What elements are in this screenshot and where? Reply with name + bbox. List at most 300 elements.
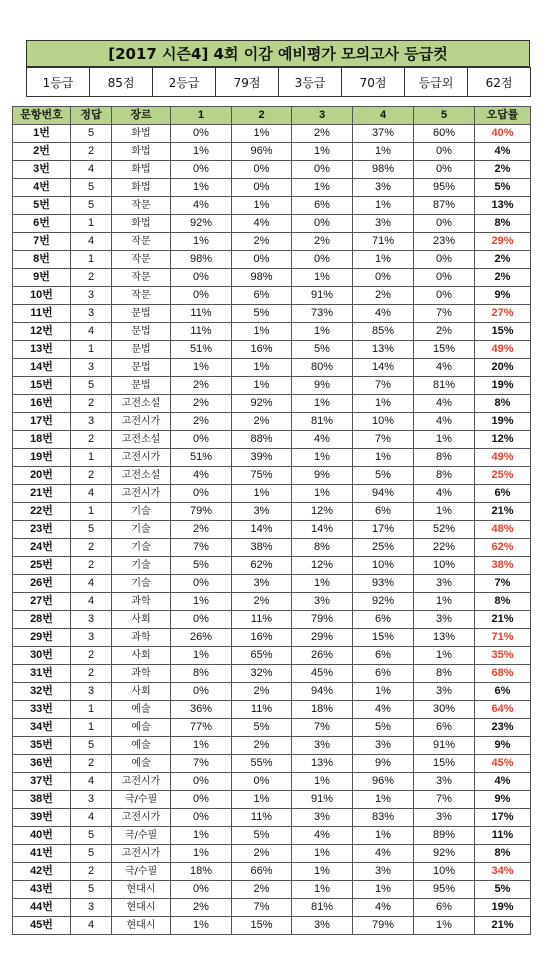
choice-2-rate-cell: 15% — [232, 917, 292, 935]
genre-cell: 예술 — [112, 719, 171, 737]
choice-3-rate-cell: 94% — [292, 683, 353, 701]
choice-5-rate-cell: 0% — [414, 143, 475, 161]
question-number-cell: 21번 — [13, 485, 71, 503]
answer-cell: 4 — [71, 323, 112, 341]
choice-4-rate-cell: 10% — [353, 557, 414, 575]
question-number-cell: 12번 — [13, 323, 71, 341]
choice-4-rate-cell: 1% — [353, 827, 414, 845]
question-number-cell: 26번 — [13, 575, 71, 593]
question-number-cell: 28번 — [13, 611, 71, 629]
choice-5-rate-cell: 13% — [414, 629, 475, 647]
wrong-rate-cell: 20% — [475, 359, 531, 377]
genre-cell: 고전소설 — [112, 431, 171, 449]
choice-4-rate-cell: 0% — [353, 269, 414, 287]
choice-2-rate-cell: 3% — [232, 503, 292, 521]
answer-cell: 2 — [71, 395, 112, 413]
table-row — [13, 845, 531, 863]
table-row — [13, 359, 531, 377]
header-genre: 장르 — [112, 107, 171, 125]
choice-4-rate-cell: 15% — [353, 629, 414, 647]
genre-cell: 화법 — [112, 179, 171, 197]
wrong-rate-cell: 45% — [475, 755, 531, 773]
choice-4-rate-cell: 93% — [353, 575, 414, 593]
choice-2-rate-cell: 65% — [232, 647, 292, 665]
question-number-cell: 24번 — [13, 539, 71, 557]
choice-4-rate-cell: 9% — [353, 755, 414, 773]
choice-5-rate-cell: 3% — [414, 611, 475, 629]
wrong-rate-cell: 8% — [475, 395, 531, 413]
answer-cell: 5 — [71, 827, 112, 845]
question-number-cell: 43번 — [13, 881, 71, 899]
choice-5-rate-cell: 15% — [414, 341, 475, 359]
choice-1-rate-cell: 8% — [171, 665, 232, 683]
choice-1-rate-cell: 1% — [171, 359, 232, 377]
choice-3-rate-cell: 1% — [292, 143, 353, 161]
choice-1-rate-cell: 1% — [171, 593, 232, 611]
choice-5-rate-cell: 1% — [414, 593, 475, 611]
genre-cell: 예술 — [112, 701, 171, 719]
genre-cell: 고전시가 — [112, 773, 171, 791]
wrong-rate-cell: 4% — [475, 773, 531, 791]
choice-2-rate-cell: 3% — [232, 575, 292, 593]
choice-5-rate-cell: 23% — [414, 233, 475, 251]
choice-4-rate-cell: 7% — [353, 431, 414, 449]
choice-1-rate-cell: 79% — [171, 503, 232, 521]
table-row — [13, 899, 531, 917]
choice-3-rate-cell: 0% — [292, 215, 353, 233]
choice-4-rate-cell: 71% — [353, 233, 414, 251]
answer-cell: 1 — [71, 449, 112, 467]
table-row — [13, 431, 531, 449]
genre-cell: 문법 — [112, 305, 171, 323]
choice-2-rate-cell: 2% — [232, 881, 292, 899]
question-number-cell: 31번 — [13, 665, 71, 683]
choice-3-rate-cell: 1% — [292, 179, 353, 197]
choice-2-rate-cell: 0% — [232, 161, 292, 179]
answer-cell: 5 — [71, 377, 112, 395]
choice-2-rate-cell: 5% — [232, 719, 292, 737]
choice-3-rate-cell: 1% — [292, 485, 353, 503]
choice-5-rate-cell: 22% — [414, 539, 475, 557]
choice-5-rate-cell: 3% — [414, 575, 475, 593]
choice-1-rate-cell: 7% — [171, 755, 232, 773]
choice-4-rate-cell: 85% — [353, 323, 414, 341]
choice-2-rate-cell: 16% — [232, 341, 292, 359]
choice-5-rate-cell: 6% — [414, 719, 475, 737]
table-row — [13, 395, 531, 413]
question-number-cell: 20번 — [13, 467, 71, 485]
choice-1-rate-cell: 2% — [171, 899, 232, 917]
choice-3-rate-cell: 1% — [292, 323, 353, 341]
genre-cell: 화법 — [112, 125, 171, 143]
choice-3-rate-cell: 80% — [292, 359, 353, 377]
choice-2-rate-cell: 2% — [232, 233, 292, 251]
choice-2-rate-cell: 32% — [232, 665, 292, 683]
genre-cell: 현대시 — [112, 917, 171, 935]
choice-1-rate-cell: 0% — [171, 269, 232, 287]
table-row — [13, 755, 531, 773]
genre-cell: 현대시 — [112, 899, 171, 917]
table-row — [13, 485, 531, 503]
choice-5-rate-cell: 4% — [414, 413, 475, 431]
choice-5-rate-cell: 4% — [414, 395, 475, 413]
choice-3-rate-cell: 3% — [292, 737, 353, 755]
choice-1-rate-cell: 0% — [171, 485, 232, 503]
table-row — [13, 809, 531, 827]
question-number-cell: 41번 — [13, 845, 71, 863]
choice-1-rate-cell: 0% — [171, 809, 232, 827]
table-row — [13, 701, 531, 719]
question-number-cell: 36번 — [13, 755, 71, 773]
choice-5-rate-cell: 0% — [414, 287, 475, 305]
header-choice-5: 5 — [414, 107, 475, 125]
choice-3-rate-cell: 1% — [292, 863, 353, 881]
choice-1-rate-cell: 0% — [171, 611, 232, 629]
genre-cell: 화법 — [112, 215, 171, 233]
choice-4-rate-cell: 1% — [353, 197, 414, 215]
choice-3-rate-cell: 12% — [292, 503, 353, 521]
table-row — [13, 305, 531, 323]
answer-rate-table — [12, 106, 531, 935]
choice-2-rate-cell: 2% — [232, 413, 292, 431]
choice-2-rate-cell: 2% — [232, 737, 292, 755]
question-number-cell: 3번 — [13, 161, 71, 179]
genre-cell: 고전소설 — [112, 395, 171, 413]
answer-cell: 4 — [71, 593, 112, 611]
choice-5-rate-cell: 30% — [414, 701, 475, 719]
table-row — [13, 611, 531, 629]
table-row — [13, 233, 531, 251]
choice-4-rate-cell: 6% — [353, 665, 414, 683]
wrong-rate-cell: 5% — [475, 179, 531, 197]
wrong-rate-cell: 13% — [475, 197, 531, 215]
choice-1-rate-cell: 18% — [171, 863, 232, 881]
answer-cell: 4 — [71, 917, 112, 935]
choice-4-rate-cell: 5% — [353, 467, 414, 485]
table-row — [13, 917, 531, 935]
question-number-cell: 5번 — [13, 197, 71, 215]
answer-cell: 5 — [71, 881, 112, 899]
answer-cell: 3 — [71, 305, 112, 323]
wrong-rate-cell: 12% — [475, 431, 531, 449]
choice-5-rate-cell: 6% — [414, 899, 475, 917]
choice-5-rate-cell: 0% — [414, 161, 475, 179]
wrong-rate-cell: 21% — [475, 917, 531, 935]
wrong-rate-cell: 23% — [475, 719, 531, 737]
choice-5-rate-cell: 15% — [414, 755, 475, 773]
table-row — [13, 521, 531, 539]
choice-4-rate-cell: 13% — [353, 341, 414, 359]
wrong-rate-cell: 4% — [475, 143, 531, 161]
choice-2-rate-cell: 4% — [232, 215, 292, 233]
question-number-cell: 42번 — [13, 863, 71, 881]
answer-cell: 4 — [71, 233, 112, 251]
choice-1-rate-cell: 1% — [171, 845, 232, 863]
answer-cell: 4 — [71, 575, 112, 593]
choice-1-rate-cell: 2% — [171, 521, 232, 539]
choice-5-rate-cell: 0% — [414, 215, 475, 233]
answer-cell: 4 — [71, 161, 112, 179]
choice-5-rate-cell: 10% — [414, 863, 475, 881]
answer-cell: 3 — [71, 287, 112, 305]
choice-1-rate-cell: 0% — [171, 881, 232, 899]
genre-cell: 사회 — [112, 647, 171, 665]
wrong-rate-cell: 34% — [475, 863, 531, 881]
choice-2-rate-cell: 1% — [232, 791, 292, 809]
choice-3-rate-cell: 1% — [292, 773, 353, 791]
choice-1-rate-cell: 0% — [171, 161, 232, 179]
question-number-cell: 16번 — [13, 395, 71, 413]
genre-cell: 과학 — [112, 629, 171, 647]
choice-2-rate-cell: 11% — [232, 701, 292, 719]
choice-4-rate-cell: 96% — [353, 773, 414, 791]
choice-4-rate-cell: 92% — [353, 593, 414, 611]
answer-cell: 2 — [71, 269, 112, 287]
choice-2-rate-cell: 11% — [232, 611, 292, 629]
wrong-rate-cell: 68% — [475, 665, 531, 683]
header-answer: 정답 — [71, 107, 112, 125]
table-row — [13, 881, 531, 899]
answer-cell: 1 — [71, 215, 112, 233]
choice-4-rate-cell: 79% — [353, 917, 414, 935]
answer-cell: 2 — [71, 557, 112, 575]
choice-5-rate-cell: 95% — [414, 881, 475, 899]
grade-1-score: 85점 — [90, 68, 153, 97]
choice-4-rate-cell: 7% — [353, 377, 414, 395]
choice-1-rate-cell: 51% — [171, 449, 232, 467]
wrong-rate-cell: 11% — [475, 827, 531, 845]
choice-3-rate-cell: 1% — [292, 449, 353, 467]
choice-4-rate-cell: 5% — [353, 719, 414, 737]
choice-3-rate-cell: 91% — [292, 287, 353, 305]
answer-cell: 2 — [71, 467, 112, 485]
grade-3-label: 3등급 — [279, 68, 342, 97]
answer-cell: 5 — [71, 125, 112, 143]
choice-1-rate-cell: 77% — [171, 719, 232, 737]
wrong-rate-cell: 40% — [475, 125, 531, 143]
wrong-rate-cell: 38% — [475, 557, 531, 575]
question-number-cell: 7번 — [13, 233, 71, 251]
choice-5-rate-cell: 4% — [414, 359, 475, 377]
choice-3-rate-cell: 2% — [292, 125, 353, 143]
choice-4-rate-cell: 6% — [353, 503, 414, 521]
choice-3-rate-cell: 1% — [292, 269, 353, 287]
choice-5-rate-cell: 8% — [414, 665, 475, 683]
genre-cell: 작문 — [112, 197, 171, 215]
genre-cell: 사회 — [112, 683, 171, 701]
genre-cell: 예술 — [112, 755, 171, 773]
answer-cell: 5 — [71, 521, 112, 539]
genre-cell: 고전시가 — [112, 413, 171, 431]
choice-3-rate-cell: 9% — [292, 377, 353, 395]
genre-cell: 현대시 — [112, 881, 171, 899]
choice-1-rate-cell: 0% — [171, 125, 232, 143]
choice-2-rate-cell: 2% — [232, 593, 292, 611]
choice-4-rate-cell: 4% — [353, 701, 414, 719]
choice-5-rate-cell: 3% — [414, 809, 475, 827]
choice-5-rate-cell: 8% — [414, 449, 475, 467]
table-row — [13, 737, 531, 755]
choice-3-rate-cell: 12% — [292, 557, 353, 575]
choice-3-rate-cell: 0% — [292, 161, 353, 179]
header-choice-1: 1 — [171, 107, 232, 125]
question-number-cell: 34번 — [13, 719, 71, 737]
choice-5-rate-cell: 89% — [414, 827, 475, 845]
choice-3-rate-cell: 3% — [292, 593, 353, 611]
table-row — [13, 449, 531, 467]
question-number-cell: 33번 — [13, 701, 71, 719]
choice-4-rate-cell: 1% — [353, 143, 414, 161]
choice-2-rate-cell: 96% — [232, 143, 292, 161]
question-number-cell: 6번 — [13, 215, 71, 233]
choice-1-rate-cell: 1% — [171, 917, 232, 935]
table-row — [13, 539, 531, 557]
wrong-rate-cell: 5% — [475, 881, 531, 899]
choice-3-rate-cell: 4% — [292, 431, 353, 449]
choice-2-rate-cell: 1% — [232, 359, 292, 377]
choice-2-rate-cell: 55% — [232, 755, 292, 773]
table-row — [13, 791, 531, 809]
genre-cell: 화법 — [112, 161, 171, 179]
choice-4-rate-cell: 3% — [353, 737, 414, 755]
choice-3-rate-cell: 1% — [292, 395, 353, 413]
table-row — [13, 863, 531, 881]
choice-3-rate-cell: 13% — [292, 755, 353, 773]
grade-cutoff-table — [26, 67, 531, 97]
choice-1-rate-cell: 1% — [171, 647, 232, 665]
genre-cell: 과학 — [112, 593, 171, 611]
question-number-cell: 17번 — [13, 413, 71, 431]
table-row — [13, 251, 531, 269]
question-number-cell: 29번 — [13, 629, 71, 647]
choice-2-rate-cell: 92% — [232, 395, 292, 413]
choice-5-rate-cell: 1% — [414, 917, 475, 935]
genre-cell: 고전소설 — [112, 467, 171, 485]
choice-2-rate-cell: 1% — [232, 125, 292, 143]
answer-cell: 3 — [71, 629, 112, 647]
answer-cell: 4 — [71, 773, 112, 791]
choice-1-rate-cell: 0% — [171, 287, 232, 305]
question-number-cell: 37번 — [13, 773, 71, 791]
table-row — [13, 413, 531, 431]
question-number-cell: 44번 — [13, 899, 71, 917]
genre-cell: 기술 — [112, 575, 171, 593]
choice-1-rate-cell: 2% — [171, 413, 232, 431]
answer-cell: 2 — [71, 665, 112, 683]
choice-2-rate-cell: 1% — [232, 485, 292, 503]
choice-5-rate-cell: 8% — [414, 467, 475, 485]
answer-cell: 3 — [71, 413, 112, 431]
choice-1-rate-cell: 0% — [171, 773, 232, 791]
choice-2-rate-cell: 7% — [232, 899, 292, 917]
choice-3-rate-cell: 3% — [292, 809, 353, 827]
answer-cell: 2 — [71, 431, 112, 449]
choice-5-rate-cell: 92% — [414, 845, 475, 863]
answer-cell: 3 — [71, 359, 112, 377]
choice-3-rate-cell: 81% — [292, 899, 353, 917]
wrong-rate-cell: 2% — [475, 269, 531, 287]
answer-cell: 2 — [71, 143, 112, 161]
table-row — [13, 827, 531, 845]
genre-cell: 고전시가 — [112, 485, 171, 503]
choice-1-rate-cell: 92% — [171, 215, 232, 233]
wrong-rate-cell: 6% — [475, 485, 531, 503]
choice-4-rate-cell: 94% — [353, 485, 414, 503]
question-number-cell: 11번 — [13, 305, 71, 323]
choice-3-rate-cell: 26% — [292, 647, 353, 665]
choice-2-rate-cell: 6% — [232, 287, 292, 305]
choice-3-rate-cell: 1% — [292, 575, 353, 593]
genre-cell: 문법 — [112, 341, 171, 359]
choice-2-rate-cell: 14% — [232, 521, 292, 539]
choice-1-rate-cell: 51% — [171, 341, 232, 359]
grade-out-label: 등급외 — [405, 68, 468, 97]
choice-3-rate-cell: 29% — [292, 629, 353, 647]
choice-2-rate-cell: 0% — [232, 773, 292, 791]
genre-cell: 고전시가 — [112, 809, 171, 827]
grade-2-score: 79점 — [216, 68, 279, 97]
choice-3-rate-cell: 1% — [292, 845, 353, 863]
question-number-cell: 8번 — [13, 251, 71, 269]
choice-1-rate-cell: 1% — [171, 179, 232, 197]
choice-3-rate-cell: 5% — [292, 341, 353, 359]
answer-cell: 1 — [71, 701, 112, 719]
header-choice-3: 3 — [292, 107, 353, 125]
choice-4-rate-cell: 2% — [353, 287, 414, 305]
wrong-rate-cell: 9% — [475, 791, 531, 809]
choice-1-rate-cell: 2% — [171, 377, 232, 395]
choice-1-rate-cell: 2% — [171, 395, 232, 413]
wrong-rate-cell: 49% — [475, 449, 531, 467]
table-row — [13, 503, 531, 521]
choice-5-rate-cell: 7% — [414, 305, 475, 323]
table-row — [13, 323, 531, 341]
answer-cell: 5 — [71, 197, 112, 215]
choice-5-rate-cell: 1% — [414, 647, 475, 665]
choice-4-rate-cell: 25% — [353, 539, 414, 557]
choice-2-rate-cell: 1% — [232, 377, 292, 395]
wrong-rate-cell: 21% — [475, 503, 531, 521]
choice-4-rate-cell: 6% — [353, 611, 414, 629]
answer-cell: 2 — [71, 647, 112, 665]
grade-2-label: 2등급 — [153, 68, 216, 97]
choice-2-rate-cell: 16% — [232, 629, 292, 647]
table-body — [13, 125, 531, 935]
choice-4-rate-cell: 4% — [353, 899, 414, 917]
choice-2-rate-cell: 0% — [232, 179, 292, 197]
choice-3-rate-cell: 91% — [292, 791, 353, 809]
question-number-cell: 13번 — [13, 341, 71, 359]
wrong-rate-cell: 2% — [475, 161, 531, 179]
table-row — [13, 341, 531, 359]
genre-cell: 작문 — [112, 251, 171, 269]
genre-cell: 기술 — [112, 503, 171, 521]
answer-cell: 5 — [71, 845, 112, 863]
answer-cell: 3 — [71, 611, 112, 629]
choice-5-rate-cell: 87% — [414, 197, 475, 215]
wrong-rate-cell: 2% — [475, 251, 531, 269]
choice-4-rate-cell: 1% — [353, 791, 414, 809]
wrong-rate-cell: 29% — [475, 233, 531, 251]
table-header-row — [13, 107, 531, 125]
choice-3-rate-cell: 6% — [292, 197, 353, 215]
choice-1-rate-cell: 0% — [171, 683, 232, 701]
question-number-cell: 22번 — [13, 503, 71, 521]
choice-1-rate-cell: 11% — [171, 305, 232, 323]
choice-2-rate-cell: 5% — [232, 827, 292, 845]
choice-1-rate-cell: 0% — [171, 431, 232, 449]
choice-2-rate-cell: 39% — [232, 449, 292, 467]
